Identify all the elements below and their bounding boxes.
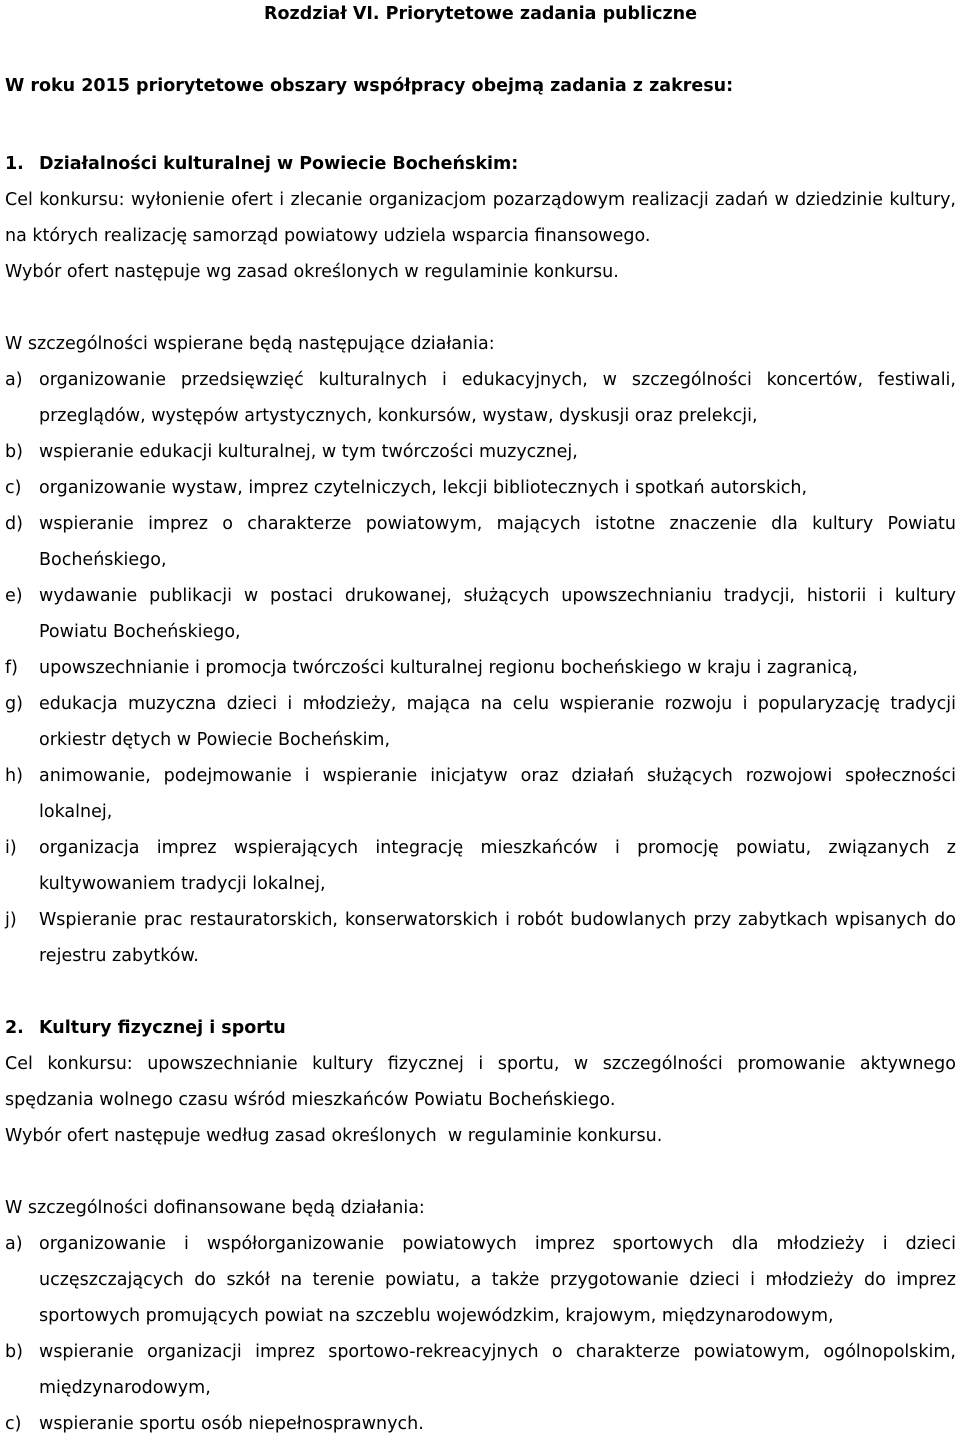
item-marker: c) — [5, 1414, 22, 1434]
item-marker: b) — [5, 1342, 23, 1362]
section-number: 1. — [5, 154, 24, 174]
list-item — [5, 362, 956, 434]
spacer — [5, 1154, 956, 1190]
contest-goal: Cel konkursu: wyłonienie ofert i zlecanie organizacjom pozarządowym realizacji zadań w dziedzinie kultury, na których realizację samorząd powiatowy udziela wsparcia finansowego. — [5, 190, 956, 246]
item-marker: e) — [5, 586, 23, 606]
item-text: wspieranie sportu osób niepełnosprawnych. — [39, 1414, 424, 1434]
section-sport — [5, 1010, 956, 1442]
contest-goal: Cel konkursu: upowszechnianie kultury fizycznej i sportu, w szczególności promowanie aktywnego spędzania wolnego czasu wśród mieszkańców Powiatu Bocheńskiego. — [5, 1054, 956, 1110]
item-marker: i) — [5, 838, 17, 858]
item-text: wspieranie edukacji kulturalnej, w tym twórczości muzycznej, — [39, 442, 578, 462]
list-item — [5, 1334, 956, 1406]
item-text: Wspieranie prac restauratorskich, konserwatorskich i robót budowlanych przy zabytkach wpisanych do rejestru zabytków. — [39, 910, 956, 966]
item-marker: h) — [5, 766, 23, 786]
section-heading — [5, 1010, 956, 1046]
item-text: upowszechnianie i promocja twórczości kulturalnej regionu bocheńskiego w kraju i zagranicą, — [39, 658, 858, 678]
item-marker: c) — [5, 478, 22, 498]
item-text: organizowanie przedsięwzięć kulturalnych i edukacyjnych, w szczególności koncertów, festiwali, przeglądów, występów artystycznych, konkursów, wystaw, dyskusji oraz prelekcji, — [39, 370, 956, 426]
item-text: organizowanie i współorganizowanie powiatowych imprez sportowych dla młodzieży i dzieci uczęszczających do szkół na terenie powiatu, a także przygotowanie dzieci i młodzieży do imprez sportowych promujących powiat na szczeblu wojewódzkim, krajowym, międzynarodowym, — [39, 1234, 956, 1326]
list-item — [5, 506, 956, 578]
item-text: edukacja muzyczna dzieci i młodzieży, mająca na celu wspieranie rozwoju i popularyzację tradycji orkiestr dętych w Powiecie Bocheńskim, — [39, 694, 956, 750]
list-item — [5, 434, 956, 470]
item-text: organizacja imprez wspierających integrację mieszkańców i promocję powiatu, związanych z kultywowaniem tradycji lokalnej, — [39, 838, 956, 894]
item-marker: b) — [5, 442, 23, 462]
spacer — [5, 290, 956, 326]
item-text: wydawanie publikacji w postaci drukowanej, służących upowszechnianiu tradycji, historii i kultury Powiatu Bocheńskiego, — [39, 586, 956, 642]
list-item — [5, 830, 956, 902]
item-marker: a) — [5, 1234, 23, 1254]
spacer — [5, 974, 956, 1010]
list-item — [5, 1406, 956, 1442]
item-text: wspieranie organizacji imprez sportowo-rekreacyjnych o charakterze powiatowym, ogólnopolskim, międzynarodowym, — [39, 1342, 956, 1398]
document-title: Rozdział VI. Priorytetowe zadania publiczne — [264, 4, 697, 24]
item-text: wspieranie imprez o charakterze powiatowym, mających istotne znaczenie dla kultury Powiatu Bocheńskiego, — [39, 514, 956, 570]
item-marker: j) — [5, 910, 17, 930]
section-number: 2. — [5, 1018, 24, 1038]
item-text: animowanie, podejmowanie i wspieranie inicjatyw oraz działań służących rozwojowi społeczności lokalnej, — [39, 766, 956, 822]
activities-lead: W szczególności dofinansowane będą działania: — [5, 1198, 425, 1218]
list-item — [5, 758, 956, 830]
section-title: Działalności kulturalnej w Powiecie Bocheńskim: — [39, 154, 519, 174]
selection-rule: Wybór ofert następuje według zasad określonych w regulaminie konkursu. — [5, 1126, 663, 1146]
item-marker: f) — [5, 658, 18, 678]
item-marker: g) — [5, 694, 23, 714]
list-item — [5, 650, 956, 686]
list-item — [5, 578, 956, 650]
item-marker: a) — [5, 370, 23, 390]
section-title: Kultury fizycznej i sportu — [39, 1018, 286, 1038]
activities-lead: W szczególności wspierane będą następujące działania: — [5, 334, 495, 354]
list-item — [5, 1226, 956, 1334]
section-heading — [5, 146, 956, 182]
section-culture — [5, 108, 956, 974]
item-marker: d) — [5, 514, 23, 534]
list-item — [5, 470, 956, 506]
list-item — [5, 686, 956, 758]
activities-list — [5, 362, 956, 974]
list-item — [5, 902, 956, 974]
item-text: organizowanie wystaw, imprez czytelniczych, lekcji bibliotecznych i spotkań autorskich, — [39, 478, 808, 498]
activities-list — [5, 1226, 956, 1442]
intro-text: W roku 2015 priorytetowe obszary współpracy obejmą zadania z zakresu: — [5, 76, 734, 96]
selection-rule: Wybór ofert następuje wg zasad określonych w regulaminie konkursu. — [5, 262, 619, 282]
